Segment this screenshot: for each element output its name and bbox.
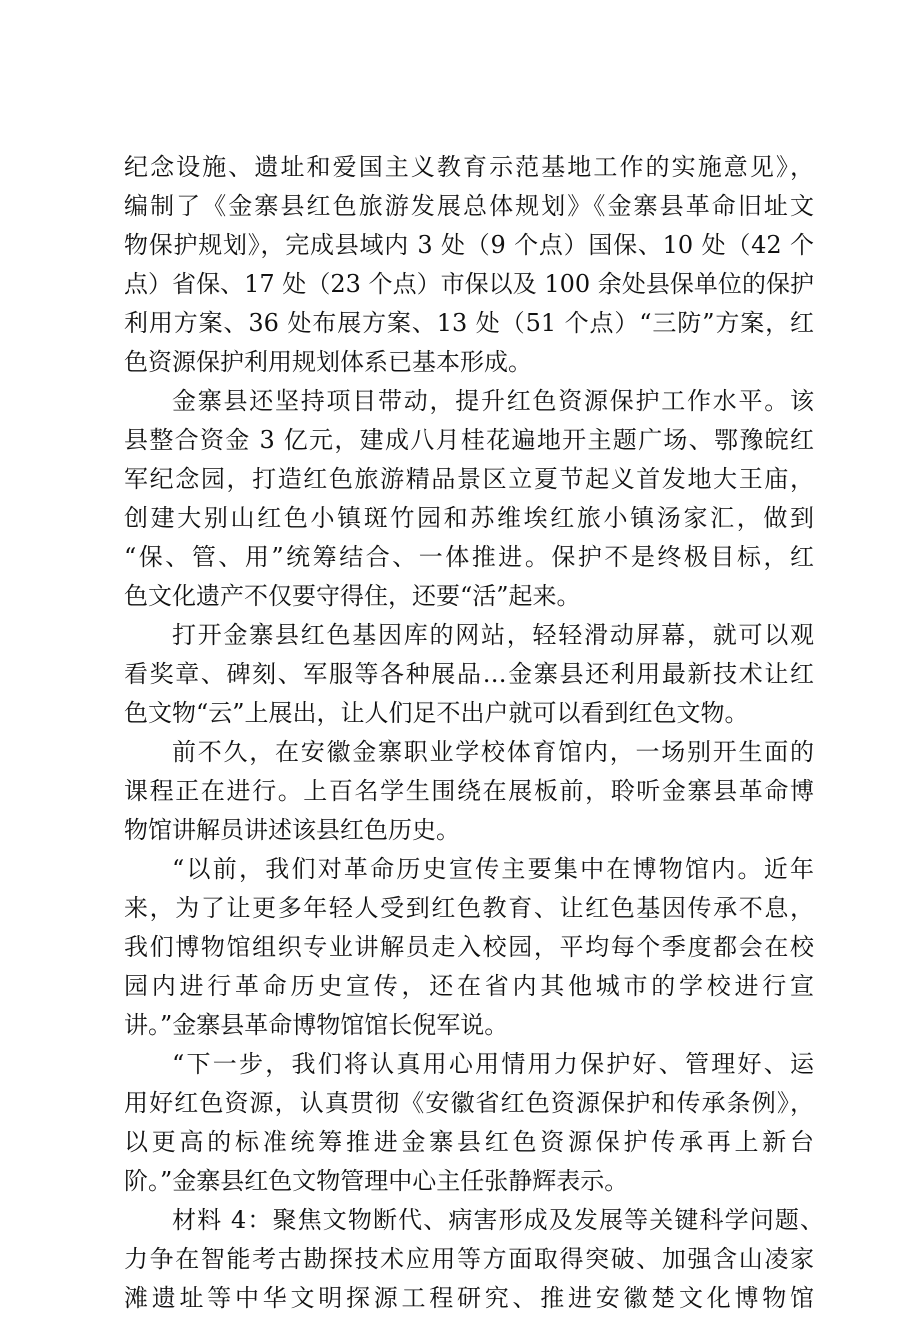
paragraph-3-line-1: 打开金寨县红色基因库的网站，轻轻滑动屏幕，就可以观	[172, 621, 814, 649]
paragraph-7-line-3: 滩遗址等中华文明探源工程研究、推进安徽楚文化博物馆	[124, 1284, 814, 1312]
paragraph-7-line-1: 材料 4：聚焦文物断代、病害形成及发展等关键科学问题、	[172, 1206, 824, 1234]
paragraph-5-line-5: 讲。”金寨县革命博物馆馆长倪军说。	[124, 1011, 509, 1039]
paragraph-6-line-1: “下一步，我们将认真用心用情用力保护好、管理好、运	[172, 1050, 814, 1078]
paragraph-2-line-5: “保、管、用”统筹结合、一体推进。保护不是终极目标，红	[124, 543, 814, 571]
paragraph-5-line-4: 园内进行革命历史宣传，还在省内其他城市的学校进行宣	[124, 972, 814, 1000]
paragraph-1-line-1: 纪念设施、遗址和爱国主义教育示范基地工作的实施意见》，	[124, 153, 814, 181]
paragraph-6-line-3: 以更高的标准统筹推进金寨县红色资源保护传承再上新台	[124, 1128, 814, 1156]
paragraph-3-line-2: 看奖章、碑刻、军服等各种展品…金寨县还利用最新技术让红	[124, 660, 814, 688]
paragraph-1-line-2: 编制了《金寨县红色旅游发展总体规划》《金寨县革命旧址文	[124, 192, 814, 220]
paragraph-2-line-2: 县整合资金 3 亿元，建成八月桂花遍地开主题广场、鄂豫皖红	[124, 426, 814, 454]
paragraph-3-line-3: 色文物“云”上展出，让人们足不出户就可以看到红色文物。	[124, 699, 749, 727]
paragraph-2-line-6: 色文化遗产不仅要守得住，还要“活”起来。	[124, 582, 581, 610]
paragraph-2-line-1: 金寨县还坚持项目带动，提升红色资源保护工作水平。该	[172, 387, 814, 415]
paragraph-1-line-3: 物保护规划》，完成县域内 3 处（9 个点）国保、10 处（42 个	[124, 231, 814, 259]
paragraph-4-line-1: 前不久，在安徽金寨职业学校体育馆内，一场别开生面的	[172, 738, 814, 766]
paragraph-1-line-4: 点）省保、17 处（23 个点）市保以及 100 余处县保单位的保护	[124, 270, 814, 298]
paragraph-4-line-2: 课程正在进行。上百名学生围绕在展板前，聆听金寨县革命博	[124, 777, 814, 805]
paragraph-4-line-3: 物馆讲解员讲述该县红色历史。	[124, 816, 460, 844]
paragraph-1-line-5: 利用方案、36 处布展方案、13 处（51 个点）“三防”方案，红	[124, 309, 814, 337]
paragraph-5-line-1: “以前，我们对革命历史宣传主要集中在博物馆内。近年	[172, 855, 814, 883]
paragraph-5-line-2: 来，为了让更多年轻人受到红色教育、让红色基因传承不息，	[124, 894, 814, 922]
paragraph-5-line-3: 我们博物馆组织专业讲解员走入校园，平均每个季度都会在校	[124, 933, 814, 961]
paragraph-6-line-2: 用好红色资源，认真贯彻《安徽省红色资源保护和传承条例》，	[124, 1089, 814, 1117]
paragraph-7-line-2: 力争在智能考古勘探技术应用等方面取得突破、加强含山凌家	[124, 1245, 814, 1273]
paragraph-6-line-4: 阶。”金寨县红色文物管理中心主任张静辉表示。	[124, 1167, 629, 1195]
paragraph-1-line-6: 色资源保护利用规划体系已基本形成。	[124, 348, 532, 376]
paragraph-2-line-3: 军纪念园，打造红色旅游精品景区立夏节起义首发地大王庙，	[124, 465, 814, 493]
document-body	[124, 148, 824, 1318]
paragraph-2-line-4: 创建大别山红色小镇斑竹园和苏维埃红旅小镇汤家汇，做到	[124, 504, 814, 532]
